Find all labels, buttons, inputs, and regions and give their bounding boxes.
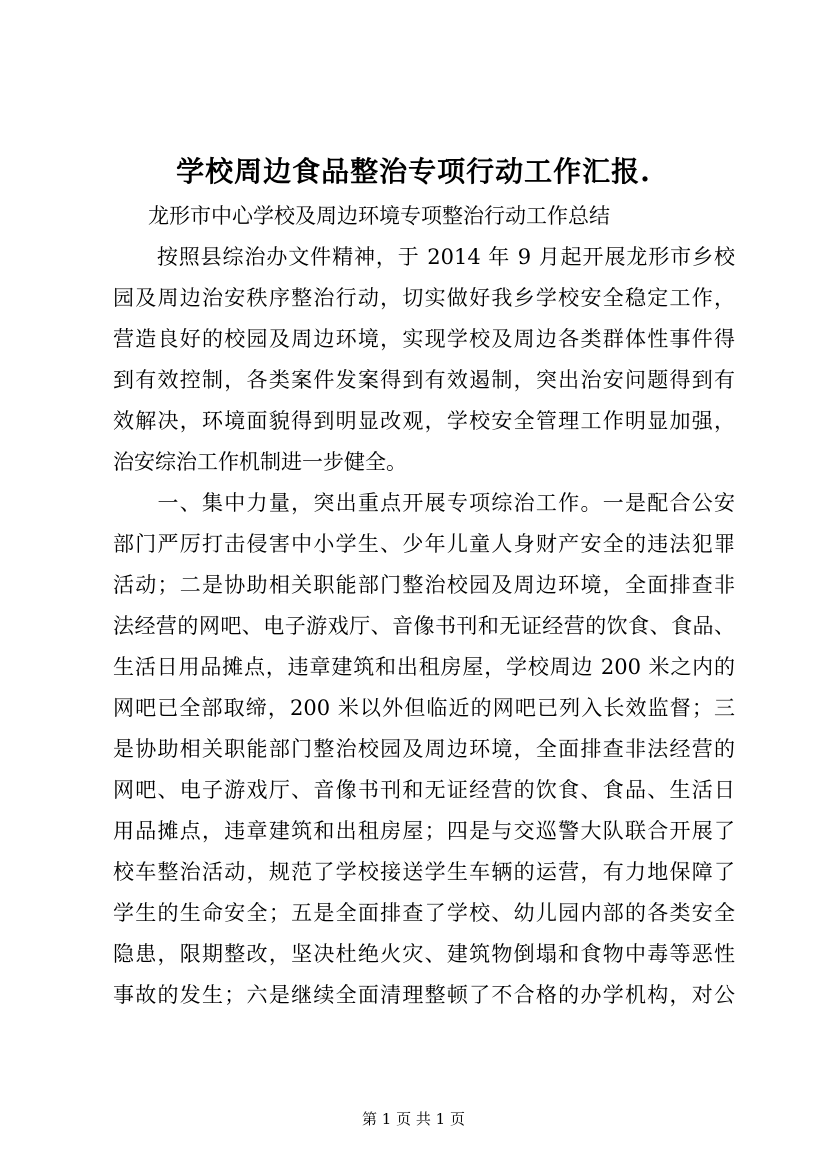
document-body <box>113 196 735 1016</box>
paragraph-line: 营造良好的校园及周边环境，实现学校及周边各类群体性事件得 <box>113 327 735 351</box>
paragraph-line: 生活日用品摊点，违章建筑和出租房屋，学校周边 200 米之内的 <box>113 655 735 679</box>
paragraph-line: 治安综治工作机制进一步健全。 <box>113 450 407 474</box>
paragraph-line: 事故的发生；六是继续全面清理整顿了不合格的办学机构，对公 <box>113 983 735 1007</box>
paragraph-line: 部门严厉打击侵害中小学生、少年儿童人身财产安全的违法犯罪 <box>113 532 735 556</box>
document-title: 学校周边食品整治专项行动工作汇报. <box>176 155 651 188</box>
paragraph-line: 按照县综治办文件精神，于 2014 年 9 月起开展龙形市乡校 <box>113 245 735 269</box>
paragraph-line: 用品摊点，违章建筑和出租房屋；四是与交巡警大队联合开展了 <box>113 819 735 843</box>
paragraph-line: 校车整治活动，规范了学校接送学生车辆的运营，有力地保障了 <box>113 860 735 884</box>
paragraph-line: 是协助相关职能部门整治校园及周边环境，全面排查非法经营的 <box>113 737 735 761</box>
paragraph-line: 一、集中力量，突出重点开展专项综治工作。一是配合公安 <box>113 491 735 515</box>
page-footer: 第 1 页 共 1 页 <box>362 1110 465 1128</box>
paragraph-line: 法经营的网吧、电子游戏厅、音像书刊和无证经营的饮食、食品、 <box>113 614 735 638</box>
paragraph-line: 网吧、电子游戏厅、音像书刊和无证经营的饮食、食品、生活日 <box>113 778 735 802</box>
paragraph-line: 网吧已全部取缔，200 米以外但临近的网吧已列入长效监督；三 <box>113 696 735 720</box>
paragraph-line: 学生的生命安全；五是全面排查了学校、幼儿园内部的各类安全 <box>113 901 735 925</box>
document-subtitle: 龙形市中心学校及周边环境专项整治行动工作总结 <box>148 204 610 228</box>
paragraph-line: 效解决，环境面貌得到明显改观，学校安全管理工作明显加强， <box>113 409 735 433</box>
paragraph-line: 到有效控制，各类案件发案得到有效遏制，突出治安问题得到有 <box>113 368 735 392</box>
paragraph-line: 园及周边治安秩序整治行动，切实做好我乡学校安全稳定工作， <box>113 286 735 310</box>
paragraph-line: 活动；二是协助相关职能部门整治校园及周边环境，全面排查非 <box>113 573 735 597</box>
paragraph-line: 隐患，限期整改，坚决杜绝火灾、建筑物倒塌和食物中毒等恶性 <box>113 942 735 966</box>
